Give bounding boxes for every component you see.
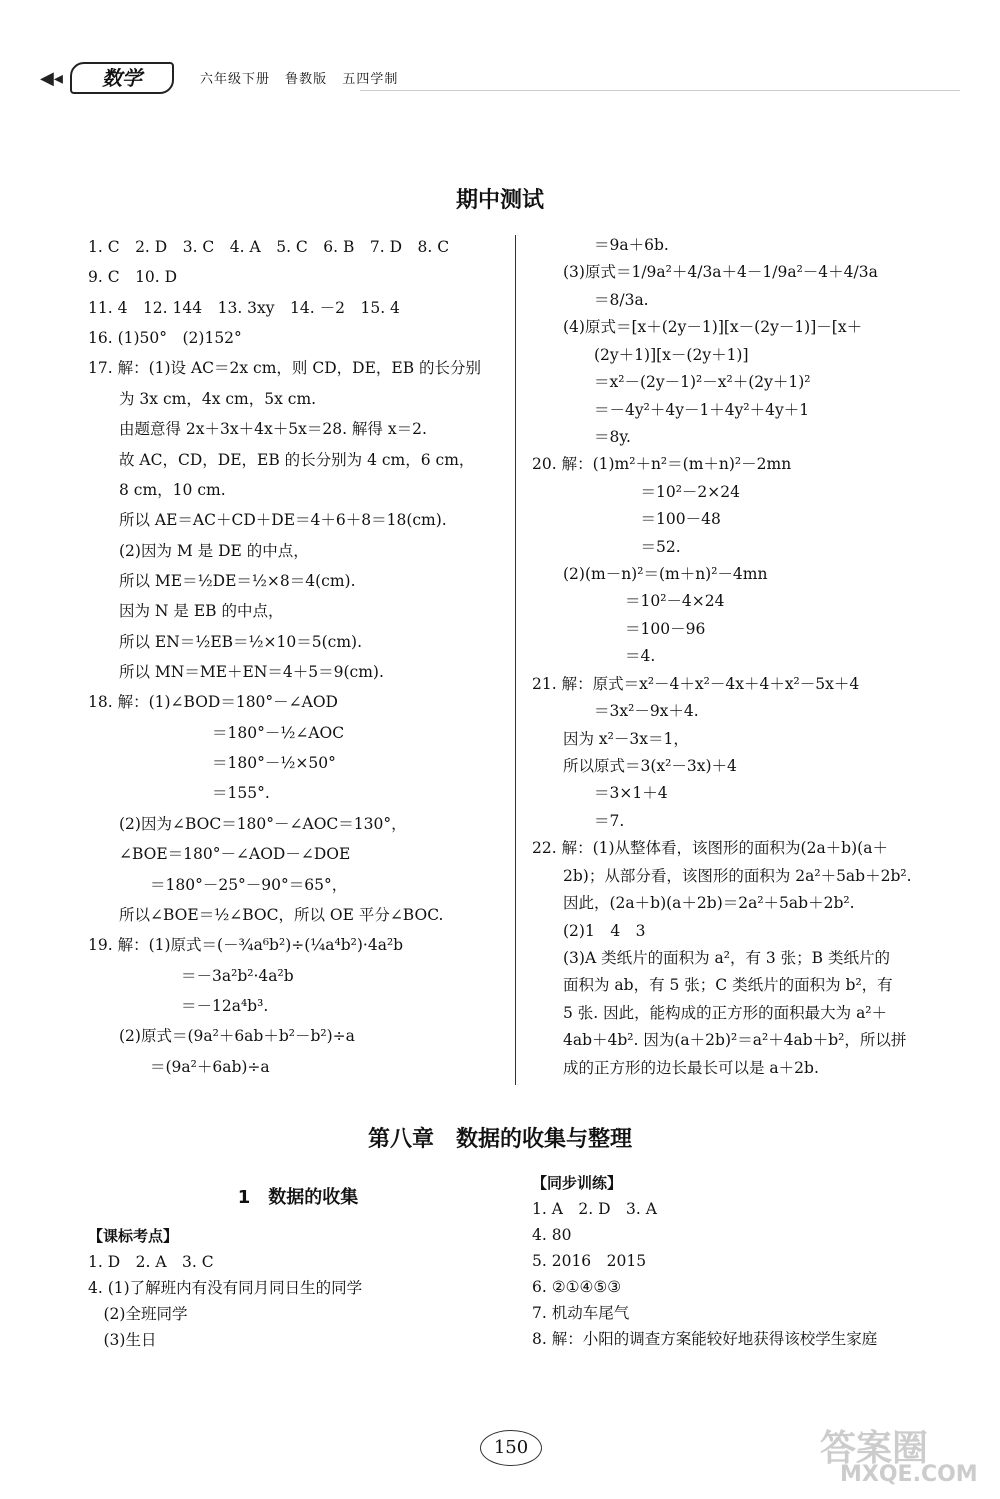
answer-line: 4. 80 — [532, 1226, 572, 1244]
answer-line: 20. 解：(1)m²＋n²＝(m＋n)²－2mn — [532, 455, 792, 474]
arrow-icon: ◀◂ — [40, 68, 63, 89]
section-title: 1 数据的收集 — [237, 1187, 359, 1208]
chapter-title: 第八章 数据的收集与整理 — [367, 1127, 632, 1152]
answer-line: ＝10²－2×24 — [532, 482, 741, 501]
answer-line: 故 AC，CD，DE，EB 的长分别为 4 cm，6 cm， — [88, 450, 475, 469]
answer-line: 1. A 2. D 3. A — [532, 1200, 657, 1218]
answer-line: 6. ②①④⑤③ — [532, 1278, 622, 1296]
answer-line: 所以 ME＝½DE＝½×8＝4(cm). — [88, 571, 356, 590]
answer-line: 21. 解：原式＝x²－4＋x²－4x＋4＋x²－5x＋4 — [532, 674, 860, 693]
answer-line: ∠BOE＝180°－∠AOD－∠DOE — [88, 845, 351, 864]
left-answer-column — [88, 232, 508, 1082]
answer-line: 因为 N 是 EB 的中点， — [88, 602, 284, 621]
answer-line: (2)1 4 3 — [532, 921, 646, 940]
answer-line: 4ab＋4b². 因为(a＋2b)²＝a²＋4ab＋b²，所以拼 — [532, 1031, 907, 1050]
answer-line: ＝10²－4×24 — [532, 592, 725, 611]
answer-line: ＝x²－(2y－1)²－x²＋(2y＋1)² — [532, 373, 811, 392]
answer-line: ＝100－96 — [532, 619, 706, 638]
answer-line: ＝8/3a. — [532, 290, 649, 309]
kaodian-answers — [88, 1249, 508, 1353]
answer-line: (2)原式＝(9a²＋6ab＋b²－b²)÷a — [88, 1027, 355, 1046]
answer-line: ＝180°－½×50° — [88, 754, 336, 773]
answer-line: ＝52. — [532, 537, 681, 556]
tongbu-answers — [532, 1196, 952, 1352]
midterm-title: 期中测试 — [455, 188, 544, 213]
system-label: 五四学制 — [342, 72, 399, 87]
answer-line: 5. 2016 2015 — [532, 1252, 647, 1270]
page-number: 150 — [480, 1430, 542, 1466]
answer-line: ＝180°－25°－90°＝65°， — [88, 875, 348, 894]
grade-label: 六年级下册 — [200, 72, 271, 87]
answer-line: ＝－3a²b²·4a²b — [88, 966, 294, 985]
answer-line: 因此，(2a＋b)(a＋2b)＝2a²＋5ab＋2b². — [532, 894, 855, 913]
answer-line: 8. 解：小阳的调查方案能较好地获得该校学生家庭 — [532, 1330, 878, 1348]
answer-line: 7. 机动车尾气 — [532, 1304, 630, 1322]
answer-line: 16. (1)50° (2)152° — [88, 329, 242, 348]
answer-line: 所以∠BOE＝½∠BOC，所以 OE 平分∠BOC. — [88, 905, 444, 924]
answer-line: 17. 解：(1)设 AC＝2x cm，则 CD，DE，EB 的长分别 — [88, 359, 482, 378]
edition-label: 鲁教版 — [285, 72, 328, 87]
answer-line: 22. 解：(1)从整体看，该图形的面积为(2a＋b)(a＋ — [532, 839, 888, 858]
subject-logo: 数学 — [70, 62, 174, 94]
answer-line: 面积为 ab，有 5 张；C 类纸片的面积为 b²，有 — [532, 976, 893, 995]
sync-training-block — [532, 1170, 952, 1352]
answer-line: 8 cm，10 cm. — [88, 480, 226, 499]
answer-line: (2)因为 M 是 DE 的中点， — [88, 541, 309, 560]
watermark-url: MXQE.COM — [840, 1462, 978, 1487]
answer-line: 为 3x cm，4x cm，5x cm. — [88, 389, 317, 408]
answer-line: (4)原式＝[x＋(2y－1)][x－(2y－1)]－[x＋ — [532, 318, 863, 337]
answer-line: 因为 x²－3x＝1， — [532, 729, 689, 748]
answer-line: ＝8y. — [532, 427, 631, 446]
answer-line: 11. 4 12. 144 13. 3xy 14. －2 15. 4 — [88, 298, 400, 317]
answer-line: 2b)；从部分看，该图形的面积为 2a²＋5ab＋2b². — [532, 866, 912, 885]
header-rule — [360, 90, 960, 91]
answer-line: ＝4. — [532, 647, 656, 666]
answer-line: ＝－4y²＋4y－1＋4y²＋4y＋1 — [532, 400, 810, 419]
answer-line: 所以 EN＝½EB＝½×10＝5(cm). — [88, 632, 363, 651]
answer-line: (3)生日 — [88, 1331, 157, 1349]
watermark-logo: 答案圈 — [820, 1428, 929, 1469]
answer-line: ＝3×1＋4 — [532, 784, 668, 803]
answer-line: (2)因为∠BOC＝180°－∠AOC＝130°， — [88, 814, 407, 833]
answer-line: ＝3x²－9x＋4. — [532, 702, 699, 721]
answer-line: ＝180°－½∠AOC — [88, 723, 345, 742]
answer-line: 所以原式＝3(x²－3x)＋4 — [532, 757, 737, 776]
answer-line: ＝9a＋6b. — [532, 236, 669, 254]
answer-line: 9. C 10. D — [88, 268, 178, 287]
answer-line: (2)全班同学 — [88, 1305, 188, 1323]
answer-line: 所以 AE＝AC＋CD＋DE＝4＋6＋8＝18(cm). — [88, 511, 447, 530]
answer-line: ＝7. — [532, 811, 625, 830]
answer-line: (3)A 类纸片的面积为 a²，有 3 张；B 类纸片的 — [532, 948, 890, 967]
page-header — [40, 62, 960, 92]
answer-line: 由题意得 2x＋3x＋4x＋5x＝28. 解得 x＝2. — [88, 420, 427, 439]
answer-line: ＝155°. — [88, 784, 270, 803]
answer-line: 成的正方形的边长最长可以是 a＋2b. — [532, 1058, 819, 1077]
answer-line: 1. D 2. A 3. C — [88, 1253, 214, 1271]
section-tag-kaodian: 【课标考点】 — [88, 1227, 179, 1245]
section-tag-tongbu: 【同步训练】 — [532, 1174, 623, 1192]
section-block — [88, 1185, 508, 1353]
header-info — [200, 68, 408, 87]
right-answer-column — [532, 232, 952, 1082]
answer-line: ＝(9a²＋6ab)÷a — [88, 1057, 270, 1076]
answer-line: ＝100－48 — [532, 510, 721, 529]
answer-line: 19. 解：(1)原式＝(－¾a⁶b²)÷(¼a⁴b²)·4a²b — [88, 936, 404, 955]
answer-line: (2)(m－n)²＝(m＋n)²－4mn — [532, 565, 768, 584]
answer-line: 1. C 2. D 3. C 4. A 5. C 6. B 7. D 8. C — [88, 238, 450, 256]
answer-line: 4. (1)了解班内有没有同月同日生的同学 — [88, 1279, 363, 1297]
column-divider — [515, 235, 516, 1085]
answer-line: 5 张. 因此，能构成的正方形的面积最大为 a²＋ — [532, 1003, 888, 1022]
answer-line: 18. 解：(1)∠BOD＝180°－∠AOD — [88, 693, 338, 712]
answer-line: (3)原式＝1/9a²＋4/3a＋4－1/9a²－4＋4/3a — [532, 263, 878, 282]
answer-line: 所以 MN＝ME＋EN＝4＋5＝9(cm). — [88, 663, 384, 682]
answer-line: ＝－12a⁴b³. — [88, 996, 269, 1015]
answer-line: (2y＋1)][x－(2y＋1)] — [532, 345, 749, 364]
